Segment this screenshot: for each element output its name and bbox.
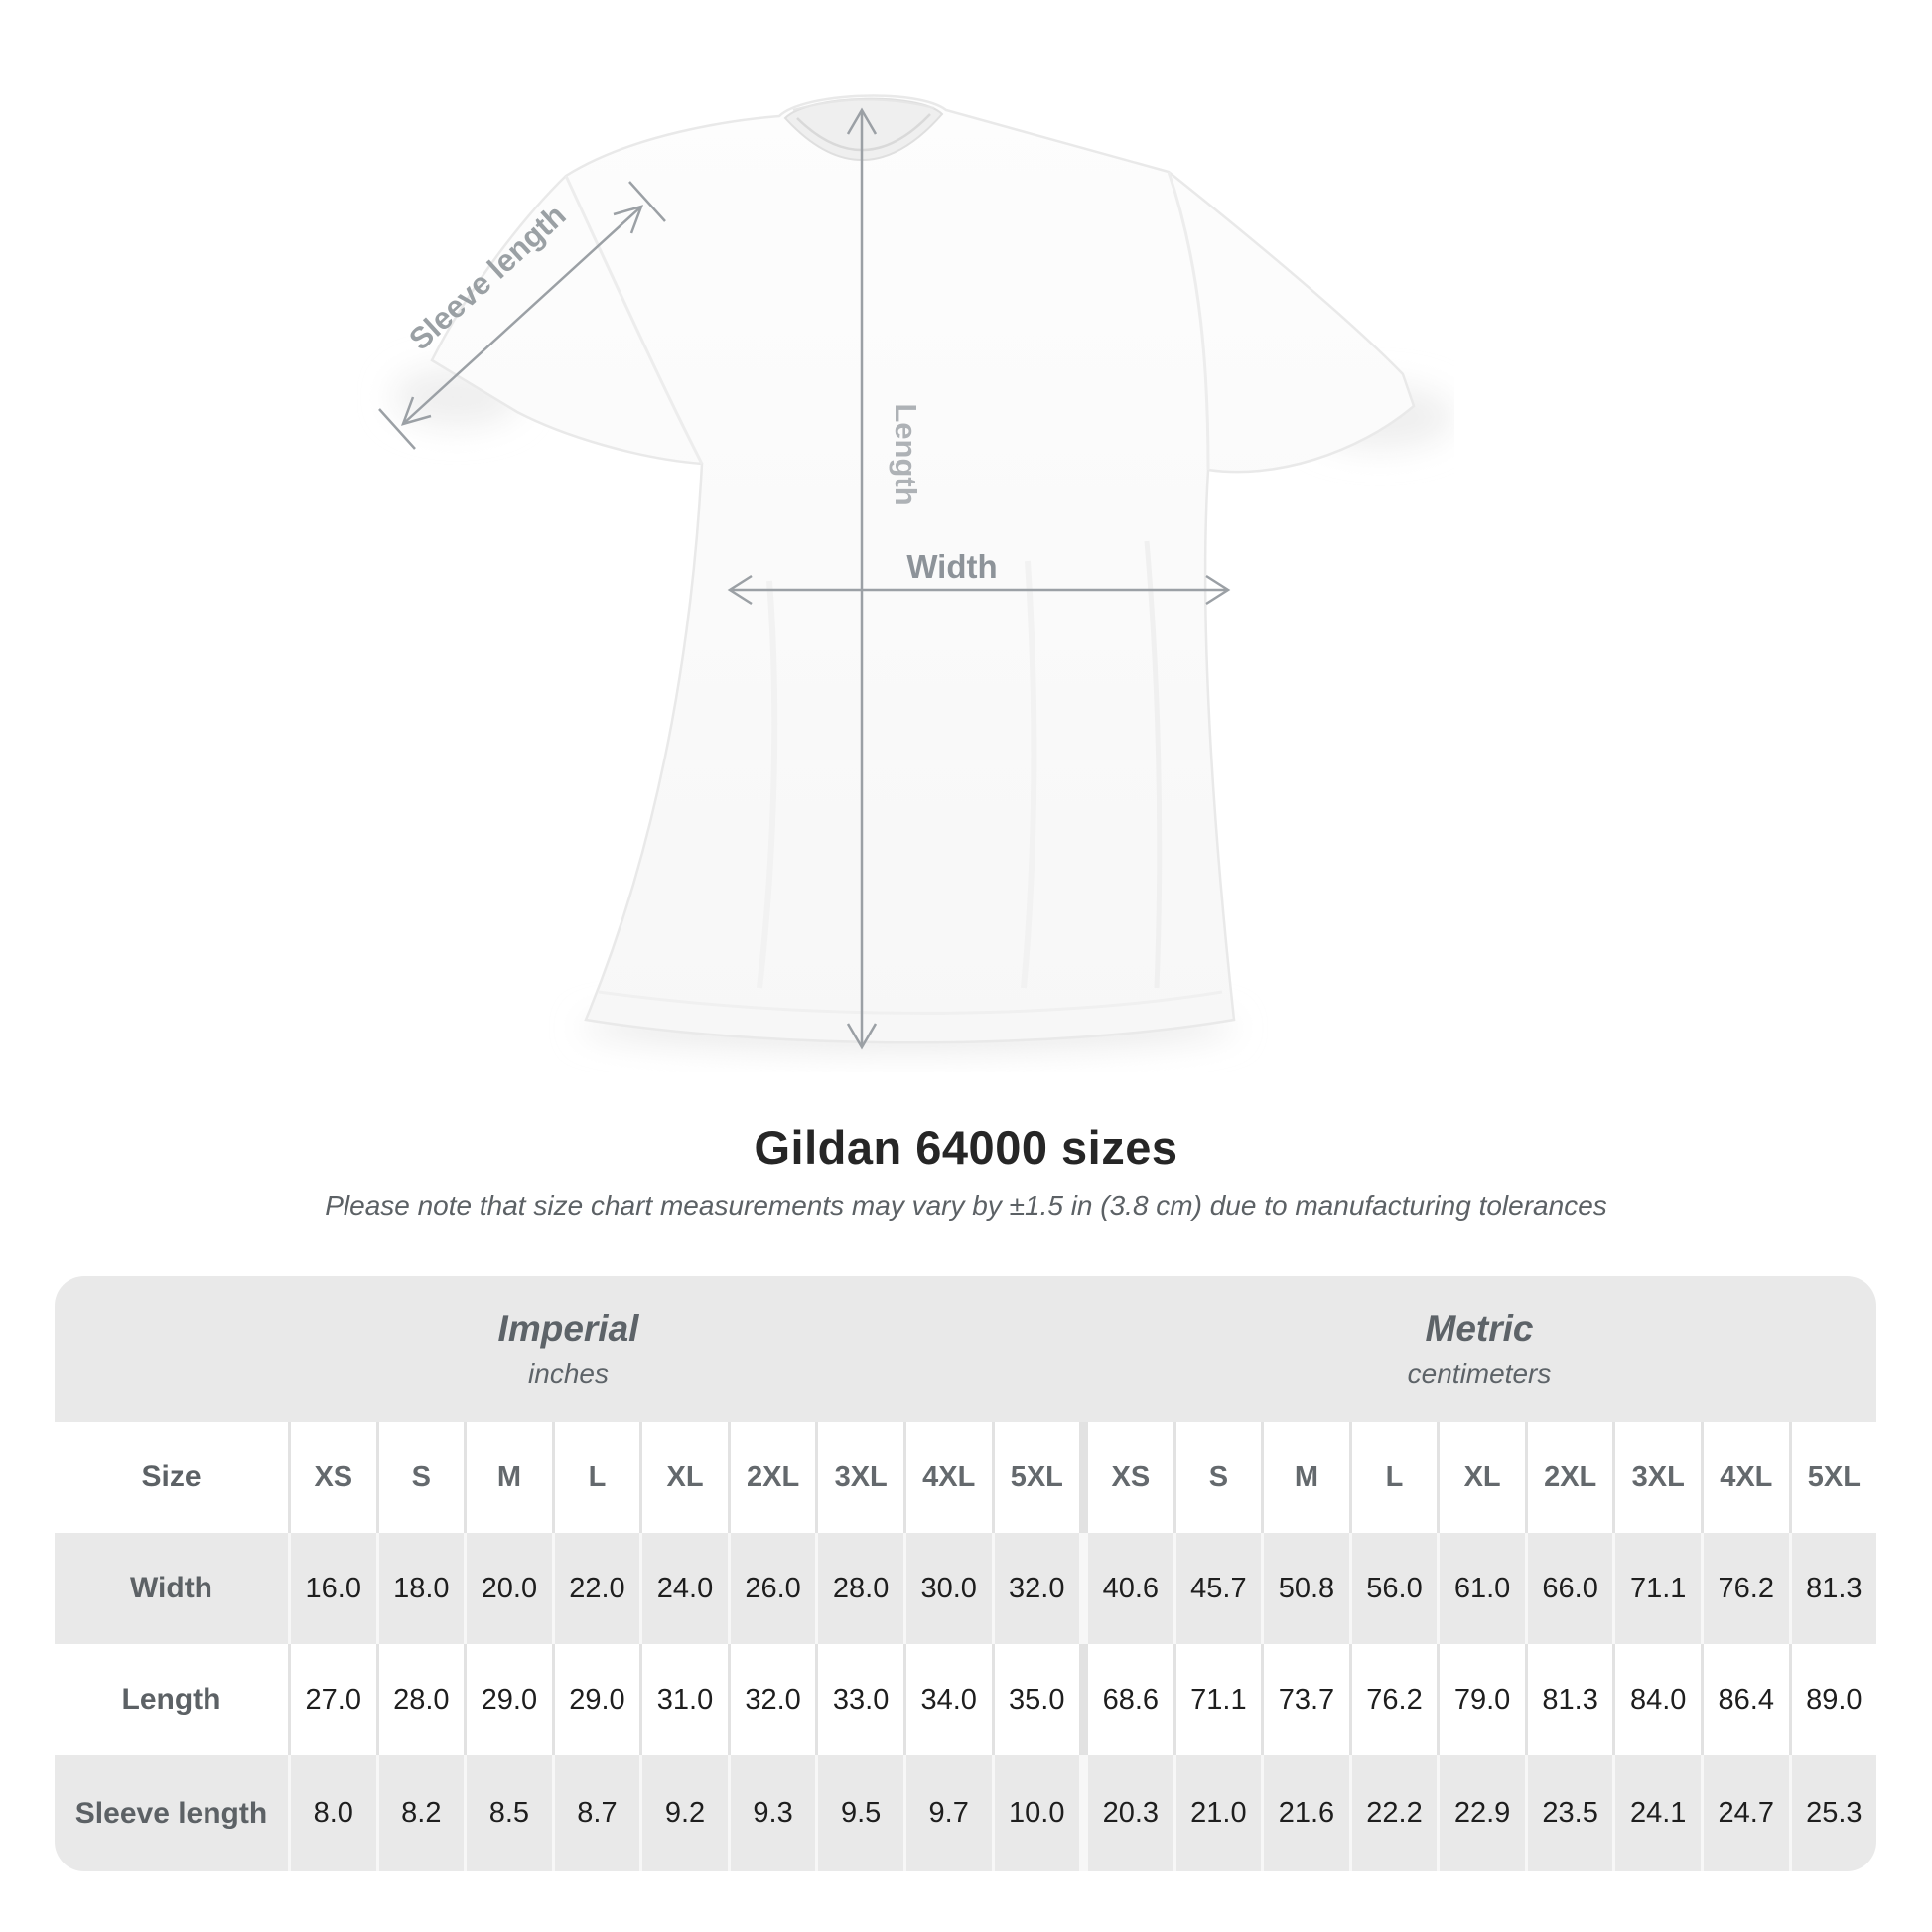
size-col-header: XL <box>639 1422 728 1533</box>
size-col-header: 5XL <box>992 1422 1080 1533</box>
sleeve-length-label: Sleeve length <box>402 198 573 357</box>
value-cell: 28.0 <box>815 1533 903 1644</box>
value-cell: 32.0 <box>728 1644 816 1755</box>
size-col-header: 5XL <box>1789 1422 1876 1533</box>
value-cell: 9.3 <box>728 1755 816 1871</box>
value-cell: 76.2 <box>1701 1533 1789 1644</box>
value-cell: 24.7 <box>1701 1755 1789 1871</box>
sleeve-length-row <box>55 1755 1876 1871</box>
value-cell: 40.6 <box>1079 1533 1173 1644</box>
value-cell: 23.5 <box>1525 1755 1613 1871</box>
value-cell: 66.0 <box>1525 1533 1613 1644</box>
value-cell: 9.5 <box>815 1755 903 1871</box>
size-col-header: 4XL <box>1701 1422 1789 1533</box>
value-cell: 29.0 <box>464 1644 552 1755</box>
row-label: Length <box>121 1683 221 1716</box>
size-col-header: 3XL <box>1612 1422 1701 1533</box>
metric-label: Metric <box>1425 1308 1534 1349</box>
size-col-header: S <box>376 1422 465 1533</box>
size-chart-table <box>55 1276 1876 1871</box>
imperial-label: Imperial <box>497 1308 639 1349</box>
value-cell: 24.1 <box>1612 1755 1701 1871</box>
value-cell: 9.2 <box>639 1755 728 1871</box>
value-cell: 71.1 <box>1612 1533 1701 1644</box>
value-cell: 79.0 <box>1437 1644 1525 1755</box>
value-cell: 8.2 <box>376 1755 465 1871</box>
value-cell: 61.0 <box>1437 1533 1525 1644</box>
size-header-row <box>55 1422 1876 1533</box>
metric-sublabel: centimeters <box>1407 1357 1552 1389</box>
value-cell: 18.0 <box>376 1533 465 1644</box>
value-cell: 22.2 <box>1349 1755 1438 1871</box>
value-cell: 81.3 <box>1789 1533 1876 1644</box>
size-col-header: XL <box>1437 1422 1525 1533</box>
value-cell: 21.6 <box>1261 1755 1349 1871</box>
size-col-header: 4XL <box>903 1422 992 1533</box>
value-cell: 34.0 <box>903 1644 992 1755</box>
unit-header-imperial <box>55 1276 1082 1422</box>
size-col-header: 2XL <box>1525 1422 1613 1533</box>
size-col-header: XS <box>288 1422 376 1533</box>
width-row <box>55 1533 1876 1644</box>
value-cell: 9.7 <box>903 1755 992 1871</box>
title-block <box>0 1120 1932 1222</box>
size-col-header: 3XL <box>815 1422 903 1533</box>
value-cell: 8.7 <box>552 1755 640 1871</box>
value-cell: 10.0 <box>992 1755 1080 1871</box>
size-col-header: M <box>1261 1422 1349 1533</box>
size-col-header: S <box>1173 1422 1262 1533</box>
page-title: Gildan 64000 sizes <box>754 1121 1178 1173</box>
size-header-cell: Size <box>141 1460 202 1493</box>
value-cell: 20.0 <box>464 1533 552 1644</box>
value-cell: 16.0 <box>288 1533 376 1644</box>
size-col-header: L <box>1349 1422 1438 1533</box>
size-col-header: L <box>552 1422 640 1533</box>
value-cell: 68.6 <box>1079 1644 1173 1755</box>
unit-header-metric <box>1082 1276 1876 1422</box>
imperial-sublabel: inches <box>528 1357 609 1389</box>
row-label: Sleeve length <box>74 1796 268 1830</box>
value-cell: 81.3 <box>1525 1644 1613 1755</box>
value-cell: 32.0 <box>992 1533 1080 1644</box>
value-cell: 25.3 <box>1789 1755 1876 1871</box>
row-label: Width <box>129 1572 213 1604</box>
value-cell: 35.0 <box>992 1644 1080 1755</box>
tshirt-diagram <box>352 65 1454 1072</box>
value-cell: 71.1 <box>1173 1644 1262 1755</box>
value-cell: 30.0 <box>903 1533 992 1644</box>
value-cell: 29.0 <box>552 1644 640 1755</box>
value-cell: 56.0 <box>1349 1533 1438 1644</box>
value-cell: 8.0 <box>288 1755 376 1871</box>
value-cell: 22.9 <box>1437 1755 1525 1871</box>
value-cell: 50.8 <box>1261 1533 1349 1644</box>
value-cell: 22.0 <box>552 1533 640 1644</box>
value-cell: 28.0 <box>376 1644 465 1755</box>
value-cell: 84.0 <box>1612 1644 1701 1755</box>
value-cell: 76.2 <box>1349 1644 1438 1755</box>
value-cell: 8.5 <box>464 1755 552 1871</box>
value-cell: 26.0 <box>728 1533 816 1644</box>
length-row <box>55 1644 1876 1755</box>
value-cell: 20.3 <box>1079 1755 1173 1871</box>
value-cell: 27.0 <box>288 1644 376 1755</box>
value-cell: 31.0 <box>639 1644 728 1755</box>
width-label: Width <box>906 548 998 585</box>
size-col-header: M <box>464 1422 552 1533</box>
value-cell: 21.0 <box>1173 1755 1262 1871</box>
size-col-header: 2XL <box>728 1422 816 1533</box>
size-col-header: XS <box>1079 1422 1173 1533</box>
value-cell: 73.7 <box>1261 1644 1349 1755</box>
unit-header-row <box>55 1276 1876 1422</box>
value-cell: 45.7 <box>1173 1533 1262 1644</box>
length-label: Length <box>889 403 923 506</box>
value-cell: 24.0 <box>639 1533 728 1644</box>
tolerance-note: Please note that size chart measurements may vary by ±1.5 in (3.8 cm) due to manufacturing tolerances <box>325 1190 1607 1221</box>
value-cell: 33.0 <box>815 1644 903 1755</box>
value-cell: 89.0 <box>1789 1644 1876 1755</box>
value-cell: 86.4 <box>1701 1644 1789 1755</box>
